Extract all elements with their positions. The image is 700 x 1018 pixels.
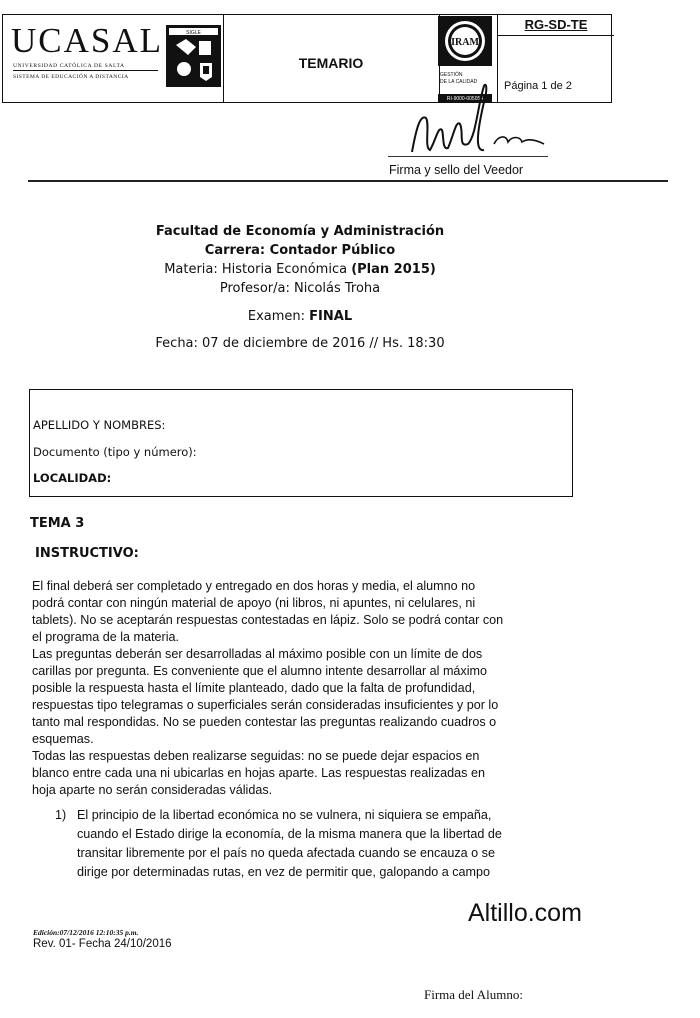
veedor-signature-icon bbox=[398, 78, 558, 160]
document-title: TEMARIO bbox=[298, 55, 364, 71]
svg-text:RI-9000-005054: RI-9000-005054 bbox=[446, 96, 484, 102]
svg-text:DE LA CALIDAD: DE LA CALIDAD bbox=[440, 79, 478, 85]
revision-info: Rev. 01- Fecha 24/10/2016 bbox=[33, 938, 172, 950]
svg-text:IRAM: IRAM bbox=[451, 37, 479, 48]
instruction-line: posible la respuesta hasta el límite planteado, dado que la falta de profundidad, bbox=[32, 681, 476, 695]
instruction-line: carillas por pregunta. Es conveniente que el alumno intente desarrollar al máximo bbox=[32, 664, 488, 678]
svg-text:GESTIÓN: GESTIÓN bbox=[440, 72, 463, 78]
altillo-watermark: Altillo.com bbox=[468, 899, 582, 927]
document-field-label: Documento (tipo y número): bbox=[33, 445, 197, 459]
instructions-text bbox=[32, 578, 565, 799]
career-name: Carrera: Contador Público bbox=[204, 243, 396, 258]
instruction-line: blanco entre cada una ni ubicarlas en hojas aparte. Las respuestas realizadas en bbox=[32, 766, 485, 780]
logo-divider bbox=[13, 70, 158, 71]
instruction-line: respuestas tipo telegramas o superficiales serán consideradas insuficientes y por lo bbox=[32, 698, 499, 712]
instruction-line: Todas las respuestas deben realizarse seguidas: no se puede dejar espacios en bbox=[32, 749, 480, 763]
instructivo-title: INSTRUCTIVO: bbox=[35, 546, 139, 561]
name-field-label: APELLIDO Y NOMBRES: bbox=[33, 418, 166, 432]
exam-type: Examen: FINAL bbox=[247, 309, 353, 324]
exam-date: Fecha: 07 de diciembre de 2016 // Hs. 18:30 bbox=[155, 336, 445, 351]
university-crest-icon bbox=[166, 25, 221, 87]
logo-subtitle-system: SISTEMA DE EDUCACIÓN A DISTANCIA bbox=[13, 74, 129, 80]
ucasal-logo-text: UCASAL bbox=[11, 21, 164, 60]
instruction-line: el programa de la materia. bbox=[32, 630, 179, 644]
instruction-line: hoja aparte no serán consideradas válidas. bbox=[32, 783, 273, 797]
tema-number: TEMA 3 bbox=[30, 516, 85, 531]
logo-subtitle-university: UNIVERSIDAD CATÓLICA DE SALTA bbox=[13, 63, 125, 69]
professor-name: Profesor/a: Nicolás Troha bbox=[219, 281, 381, 296]
question-number: 1) bbox=[55, 808, 67, 822]
veedor-signature-caption: Firma y sello del Veedor bbox=[389, 163, 524, 177]
subject-name: Materia: Historia Económica (Plan 2015) bbox=[164, 262, 436, 277]
question-line: cuando el Estado dirige la economía, de la misma manera que la libertad de bbox=[77, 827, 502, 841]
student-id-box bbox=[29, 389, 573, 497]
veedor-signature-line bbox=[388, 156, 548, 157]
question-text bbox=[77, 806, 570, 882]
faculty-name: Facultad de Economía y Administración bbox=[155, 224, 445, 239]
code-row bbox=[498, 15, 614, 36]
instruction-line: podrá contar con ningún material de apoyo (ni libros, ni apuntes, ni celulares, ni bbox=[32, 596, 476, 610]
student-signature-label: Firma del Alumno: bbox=[424, 987, 523, 1002]
instruction-line: esquemas. bbox=[32, 732, 94, 746]
svg-text:SIGLE: SIGLE bbox=[186, 30, 201, 36]
page-indicator: Página 1 de 2 bbox=[504, 80, 572, 92]
instruction-line: tanto mal respondidas. No se pueden contestar las preguntas realizando cuadros o bbox=[32, 715, 497, 729]
instruction-line: El final deberá ser completado y entregado en dos horas y media, el alumno no bbox=[32, 579, 476, 593]
instruction-line: tablets). No se aceptarán respuestas contestadas en lápiz. Solo se podrá contar con bbox=[32, 613, 504, 627]
logo-cell bbox=[3, 15, 224, 102]
question-line: dirige por determinadas rutas, en vez de permitir que, galopando a campo bbox=[77, 865, 491, 879]
edition-timestamp: Edición:07/12/2016 12:10:35 p.m. bbox=[33, 928, 139, 937]
document-code: RG-SD-TE bbox=[524, 17, 588, 32]
instruction-line: Las preguntas deberán ser desarrolladas al máximo posible con un límite de dos bbox=[32, 647, 483, 661]
header-divider bbox=[28, 180, 668, 182]
locality-field-label: LOCALIDAD: bbox=[33, 471, 112, 485]
question-line: El principio de la libertad económica no se vulnera, ni siquiera se empaña, bbox=[77, 808, 492, 822]
question-line: transitar libremente por el país no queda afectada cuando se encauza o se bbox=[77, 846, 495, 860]
